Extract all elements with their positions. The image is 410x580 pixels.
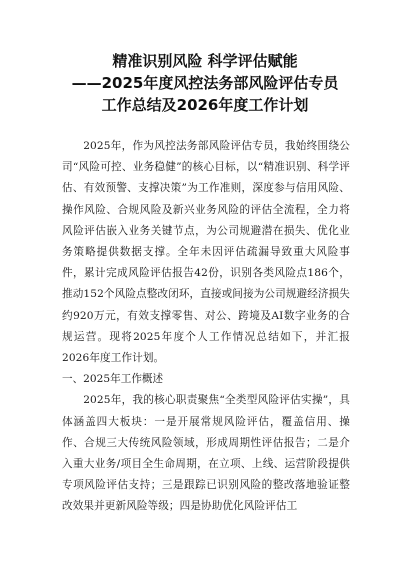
intro-paragraph: 2025年，作为风控法务部风险评估专员，我始终围绕公司“风险可控、业务稳健”的核心目标，以“精准识别、科学评估、有效预警、支撑决策”为工作准则，深度参与信用风险、操作风险、合规风险及新兴业务风险的评估全流程，全力将风险评估嵌入业务关键节点，为公司规避潜在损失、优化业务策略提供数据支撑。全年未因评估疏漏导致重大风险事件，累计完成风险评估报告42份，识别各类风险点186个，推动152个风险点整改闭环，直接或间接为公司规避经济损失约920万元，有效支撑零售、对公、跨境及AI数字业务的合规运营。现将2025年度个人工作情况总结如下，并汇报2026年度工作计划。 <box>62 140 350 365</box>
section-heading: 一、2025年工作概述 <box>62 373 164 386</box>
section-paragraph: 2025年，我的核心职责聚焦“全类型风险评估实操”，具体涵盖四大板块：一是开展常规风险评估，覆盖信用、操作、合规三大传统风险领域，形成周期性评估报告；二是介入重大业务/项目全生命周期，在立项、上线、运营阶段提供专项风险评估支持；三是跟踪已识别风险的整改落地验证整改效果并更新风险等级；四是协助优化风险评估工 <box>62 394 350 513</box>
title-line-3: 工作总结及2026年度工作计划 <box>101 96 309 114</box>
title-line-2: ——2025年度风控法务部风险评估专员 <box>71 74 339 92</box>
document-body <box>62 136 350 518</box>
title-line-1: 精准识别风险 科学评估赋能 <box>112 52 298 70</box>
document-title <box>0 50 410 116</box>
